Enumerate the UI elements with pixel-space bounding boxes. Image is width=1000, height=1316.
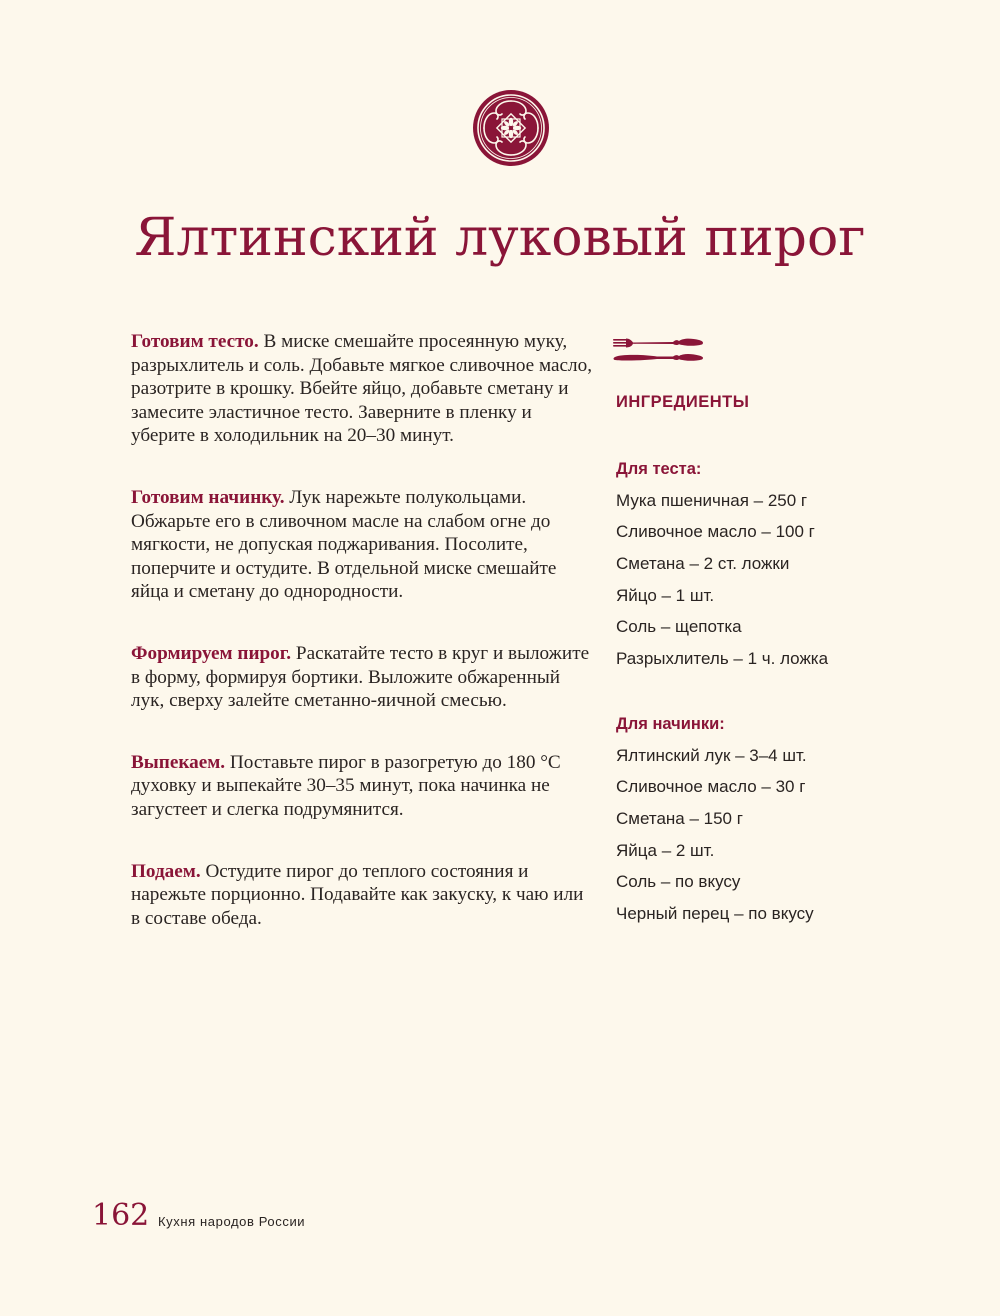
recipe-steps — [131, 330, 593, 968]
step-lead: Формируем пирог. — [131, 642, 292, 664]
step-serve — [131, 860, 593, 931]
step-text: В миске смешайте просеянную муку, разрыхлитель и соль. Добавьте мягкое сливочное масло, разотрите в крошку. Вбейте яйцо, добавьте сметану и замесите эластичное тесто. Заверните в пленку и уберите в холодильник на 20–30 минут. — [131, 331, 592, 447]
step-text: Остудите пирог до теплого состояния и нарежьте порционно. Подавайте как закуску, к чаю или в составе обеда. — [131, 860, 584, 929]
page-number: 162 — [92, 1198, 150, 1233]
step-filling — [131, 486, 593, 604]
step-dough — [131, 330, 593, 448]
ingredient-item: Сливочное масло – 30 г — [616, 777, 806, 797]
step-text: Поставьте пирог в разогретую до 180 °С духовку и выпекайте 30–35 минут, пока начинка не загустеет и слегка подрумянится. — [131, 751, 561, 820]
ingredient-item: Ялтинский лук – 3–4 шт. — [616, 745, 807, 765]
ornament-medallion-icon — [472, 89, 550, 167]
step-lead: Подаем. — [131, 860, 201, 882]
step-shape — [131, 642, 593, 713]
group-title: Для начинки: — [616, 715, 725, 733]
ingredient-item: Соль – щепотка — [616, 617, 742, 637]
ingredient-item: Сметана – 2 ст. ложки — [616, 554, 790, 574]
ingredients-heading: ИНГРЕДИЕНТЫ — [616, 393, 750, 411]
step-text: Лук нарежьте полукольцами. Обжарьте его в сливочном масле на слабом огне до мягкости, не допуская поджаривания. Посолите, поперчите и остудите. В отдельной миске смешайте яйца и сметану до однородности. — [131, 486, 557, 603]
ingredient-list — [616, 491, 936, 681]
step-lead: Выпекаем. — [131, 751, 226, 773]
group-title: Для теста: — [616, 460, 702, 478]
fork-knife-icon — [613, 336, 705, 366]
ingredients-dough-group — [616, 459, 936, 681]
ingredient-item: Разрыхлитель – 1 ч. ложка — [616, 649, 829, 669]
ingredient-item: Мука пшеничная – 250 г — [616, 490, 808, 510]
step-text: Раскатайте тесто в круг и выложите в форму, формируя бортики. Выложите обжаренный лук, сверху залейте сметанно-яичной смесью. — [131, 642, 590, 712]
ingredient-item: Сметана – 150 г — [616, 809, 743, 829]
ingredient-item: Яйца – 2 шт. — [616, 840, 715, 860]
ingredient-list — [616, 746, 936, 936]
recipe-title: Ялтинский луковый пирог — [134, 208, 866, 268]
ingredients-filling-group — [616, 714, 936, 936]
ingredient-item: Яйцо – 1 шт. — [616, 585, 715, 605]
ingredient-item: Черный перец – по вкусу — [616, 904, 814, 924]
step-lead: Готовим тесто. — [131, 331, 259, 352]
step-lead: Готовим начинку. — [131, 486, 285, 508]
ingredient-item: Сливочное масло – 100 г — [616, 522, 815, 542]
ingredient-item: Соль – по вкусу — [616, 872, 741, 892]
book-title: Кухня народов России — [158, 1214, 306, 1229]
step-bake — [131, 751, 593, 822]
